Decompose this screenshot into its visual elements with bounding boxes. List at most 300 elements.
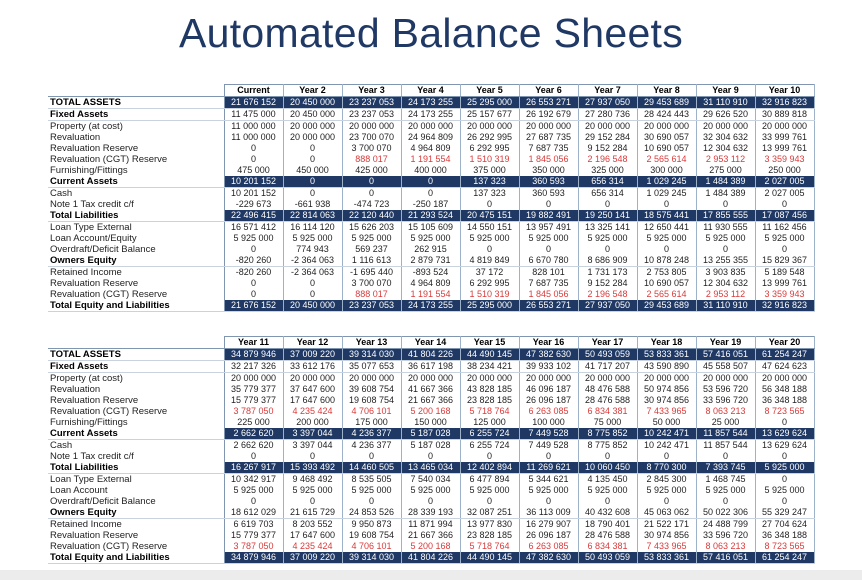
column-header: Year 4 [401,85,460,97]
value-cell: 5 718 764 [460,406,519,417]
value-cell: 0 [224,289,283,300]
value-cell: 656 314 [578,176,637,188]
value-cell: 21 676 152 [224,300,283,312]
value-cell: 7 687 735 [519,278,578,289]
value-cell: 3 700 070 [342,278,401,289]
value-cell: 20 000 000 [519,373,578,385]
value-cell: 20 000 000 [283,121,342,133]
value-cell: 8 535 505 [342,474,401,486]
row-label: Note 1 Tax credit c/f [48,451,224,462]
value-cell: 26 192 679 [519,109,578,121]
value-cell: 828 101 [519,267,578,279]
value-cell: 7 433 965 [637,406,696,417]
value-cell: 0 [224,244,283,255]
value-cell: 15 393 492 [283,462,342,474]
value-cell: 20 475 151 [460,210,519,222]
value-cell: 34 879 946 [224,552,283,564]
value-cell: 20 000 000 [283,132,342,143]
value-cell: 5 925 000 [578,485,637,496]
value-cell: 0 [519,496,578,507]
value-cell: 1 510 319 [460,289,519,300]
value-cell: 1 845 056 [519,289,578,300]
value-cell: 29 626 520 [696,109,755,121]
value-cell: 20 000 000 [342,373,401,385]
value-cell: -661 938 [283,199,342,210]
value-cell: 10 201 152 [224,188,283,200]
value-cell: 36 617 198 [401,361,460,373]
value-cell: 14 460 505 [342,462,401,474]
value-cell: 19 608 754 [342,530,401,541]
value-cell: 2 953 112 [696,289,755,300]
value-cell: 50 493 059 [578,552,637,564]
value-cell: 175 000 [342,417,401,428]
value-cell: 17 855 555 [696,210,755,222]
table-row [48,244,814,255]
value-cell: 24 173 255 [401,109,460,121]
value-cell: 12 304 632 [696,143,755,154]
value-cell: 2 662 620 [224,440,283,452]
column-header: Year 16 [519,337,578,349]
value-cell: 11 857 544 [696,428,755,440]
value-cell: 5 200 168 [401,406,460,417]
column-header: Year 3 [342,85,401,97]
value-cell: 20 450 000 [283,97,342,109]
row-label: Property (at cost) [48,373,224,385]
value-cell: 4 964 809 [401,278,460,289]
value-cell: 13 999 761 [755,278,814,289]
row-label: Revaluation (CGT) Reserve [48,289,224,300]
value-cell: 15 105 609 [401,222,460,234]
value-cell: 0 [460,199,519,210]
value-cell: 9 950 873 [342,519,401,531]
value-cell: 0 [401,176,460,188]
value-cell: 400 000 [401,165,460,176]
value-cell: 300 000 [637,165,696,176]
table-row [48,132,814,143]
value-cell: 6 263 085 [519,541,578,552]
value-cell: 0 [342,188,401,200]
value-cell: 0 [637,496,696,507]
value-cell: 7 433 965 [637,541,696,552]
value-cell: 20 000 000 [401,373,460,385]
value-cell: 888 017 [342,289,401,300]
value-cell: 20 000 000 [519,121,578,133]
value-cell: 20 000 000 [637,121,696,133]
table-row [48,485,814,496]
row-label: Retained Income [48,267,224,279]
value-cell: -250 187 [401,199,460,210]
value-cell: 12 650 441 [637,222,696,234]
balance-sheet-table-years-1-10 [48,84,815,312]
column-header: Year 17 [578,337,637,349]
value-cell: 8 203 552 [283,519,342,531]
value-cell: 6 619 703 [224,519,283,531]
row-label: Revaluation Reserve [48,143,224,154]
value-cell: 0 [224,278,283,289]
value-cell: 25 295 000 [460,300,519,312]
value-cell: 28 476 588 [578,395,637,406]
value-cell: 32 217 326 [224,361,283,373]
value-cell: 22 496 415 [224,210,283,222]
value-cell: 137 323 [460,188,519,200]
table-row [48,233,814,244]
value-cell: 20 000 000 [342,121,401,133]
value-cell: 13 325 141 [578,222,637,234]
table-row [48,507,814,519]
value-cell: 262 915 [401,244,460,255]
value-cell: 26 096 187 [519,395,578,406]
column-header: Year 7 [578,85,637,97]
value-cell: 4 236 377 [342,440,401,452]
value-cell: 46 096 187 [519,384,578,395]
value-cell: 28 339 193 [401,507,460,519]
table-row [48,496,814,507]
value-cell: 0 [696,199,755,210]
value-cell: 0 [342,496,401,507]
value-cell: 53 833 361 [637,349,696,361]
value-cell: 360 593 [519,176,578,188]
value-cell: 3 397 044 [283,428,342,440]
value-cell: 3 787 050 [224,406,283,417]
value-cell: 8 775 852 [578,440,637,452]
value-cell: 5 925 000 [283,485,342,496]
column-header: Year 2 [283,85,342,97]
value-cell: 11 930 555 [696,222,755,234]
value-cell: 2 753 805 [637,267,696,279]
value-cell: 35 779 377 [224,384,283,395]
value-cell: 10 690 057 [637,143,696,154]
table-row [48,395,814,406]
column-header: Year 14 [401,337,460,349]
value-cell: 32 916 823 [755,300,814,312]
value-cell: 32 304 632 [696,132,755,143]
value-cell: 30 974 856 [637,395,696,406]
value-cell: 33 596 720 [696,530,755,541]
value-cell: 6 255 724 [460,440,519,452]
value-cell: 15 779 377 [224,530,283,541]
value-cell: 16 571 412 [224,222,283,234]
header-corner [48,337,224,349]
value-cell: 29 152 284 [578,132,637,143]
value-cell: 15 829 367 [755,255,814,267]
value-cell: 43 828 185 [460,384,519,395]
value-cell: 11 000 000 [224,132,283,143]
value-cell: 19 882 491 [519,210,578,222]
value-cell: 22 814 063 [283,210,342,222]
value-cell: -229 673 [224,199,283,210]
value-cell: 5 718 764 [460,541,519,552]
table-row [48,519,814,531]
value-cell: 36 348 188 [755,395,814,406]
value-cell: 5 925 000 [755,233,814,244]
value-cell: 0 [283,289,342,300]
value-cell: 8 770 300 [637,462,696,474]
row-label: Furnishing/Fittings [48,165,224,176]
value-cell: 2 196 548 [578,154,637,165]
value-cell: 0 [519,199,578,210]
value-cell: 5 925 000 [519,485,578,496]
row-label: Fixed Assets [48,109,224,121]
value-cell: 150 000 [401,417,460,428]
value-cell: 25 000 [696,417,755,428]
value-cell: 50 022 306 [696,507,755,519]
value-cell: 137 323 [460,176,519,188]
table-row [48,462,814,474]
table-row [48,541,814,552]
value-cell: 8 063 213 [696,406,755,417]
value-cell: 475 000 [224,165,283,176]
value-cell: 10 060 450 [578,462,637,474]
value-cell: 0 [401,496,460,507]
value-cell: 7 449 528 [519,428,578,440]
value-cell: 16 114 120 [283,222,342,234]
table-row [48,222,814,234]
value-cell: 0 [637,451,696,462]
column-header: Year 9 [696,85,755,97]
value-cell: 5 187 028 [401,440,460,452]
table-row [48,176,814,188]
value-cell: 4 235 424 [283,541,342,552]
table-row [48,165,814,176]
value-cell: 24 853 526 [342,507,401,519]
value-cell: 450 000 [283,165,342,176]
table-row [48,267,814,279]
value-cell: 20 450 000 [283,300,342,312]
value-cell: 57 416 051 [696,552,755,564]
value-cell: 275 000 [696,165,755,176]
value-cell: 11 269 621 [519,462,578,474]
value-cell: 20 000 000 [755,121,814,133]
value-cell: 31 110 910 [696,97,755,109]
column-header: Year 15 [460,337,519,349]
value-cell: 32 087 251 [460,507,519,519]
value-cell: 5 925 000 [637,233,696,244]
table-row [48,373,814,385]
value-cell: 0 [755,417,814,428]
value-cell: 2 953 112 [696,154,755,165]
value-cell: 17 087 456 [755,210,814,222]
value-cell: 29 453 689 [637,97,696,109]
value-cell: 13 629 624 [755,440,814,452]
value-cell: 3 700 070 [342,143,401,154]
row-label: Cash [48,440,224,452]
value-cell: 0 [578,451,637,462]
value-cell: 24 964 809 [401,132,460,143]
value-cell: 40 432 608 [578,507,637,519]
value-cell: 20 000 000 [696,121,755,133]
value-cell: 3 787 050 [224,541,283,552]
value-cell: 0 [283,496,342,507]
value-cell: 20 450 000 [283,109,342,121]
value-cell: 0 [755,244,814,255]
value-cell: 425 000 [342,165,401,176]
value-cell: 2 196 548 [578,289,637,300]
value-cell: 9 152 284 [578,278,637,289]
value-cell: 0 [283,143,342,154]
value-cell: 0 [460,244,519,255]
value-cell: 47 382 630 [519,552,578,564]
value-cell: 23 700 070 [342,132,401,143]
value-cell: -893 524 [401,267,460,279]
row-label: Revaluation Reserve [48,278,224,289]
value-cell: 39 314 030 [342,552,401,564]
value-cell: 6 834 381 [578,406,637,417]
row-label: Total Equity and Liabilities [48,552,224,564]
column-header: Current [224,85,283,97]
row-label: Overdraft/Deficit Balance [48,496,224,507]
value-cell: 1 510 319 [460,154,519,165]
value-cell: 16 279 907 [519,519,578,531]
value-cell: 44 490 145 [460,552,519,564]
value-cell: 250 000 [755,165,814,176]
table-row [48,552,814,564]
value-cell: 4 135 450 [578,474,637,486]
value-cell: 5 925 000 [342,233,401,244]
value-cell: 774 943 [283,244,342,255]
value-cell: 375 000 [460,165,519,176]
value-cell: 0 [224,154,283,165]
row-label: Fixed Assets [48,361,224,373]
value-cell: 5 925 000 [283,233,342,244]
value-cell: 0 [696,496,755,507]
value-cell: 5 925 000 [696,233,755,244]
row-label: Current Assets [48,176,224,188]
value-cell: 20 000 000 [637,373,696,385]
value-cell: 2 565 614 [637,289,696,300]
value-cell: 3 359 943 [755,289,814,300]
value-cell: 4 235 424 [283,406,342,417]
value-cell: 13 629 624 [755,428,814,440]
value-cell: 56 348 188 [755,384,814,395]
value-cell: 20 000 000 [460,373,519,385]
value-cell: 0 [755,199,814,210]
value-cell: 27 687 735 [519,132,578,143]
value-cell: 14 550 151 [460,222,519,234]
value-cell: 6 292 995 [460,143,519,154]
value-cell: 2 662 620 [224,428,283,440]
value-cell: 24 173 255 [401,97,460,109]
value-cell: 45 558 507 [696,361,755,373]
value-cell: 5 925 000 [755,485,814,496]
value-cell: 0 [519,451,578,462]
value-cell: 350 000 [519,165,578,176]
value-cell: 30 974 856 [637,530,696,541]
value-cell: 27 937 050 [578,97,637,109]
row-label: Current Assets [48,428,224,440]
value-cell: 11 857 544 [696,440,755,452]
value-cell: 1 468 745 [696,474,755,486]
value-cell: 21 676 152 [224,97,283,109]
value-cell: 39 933 102 [519,361,578,373]
value-cell: 10 201 152 [224,176,283,188]
value-cell: 656 314 [578,188,637,200]
page-title: Automated Balance Sheets [178,10,684,56]
row-label: TOTAL ASSETS [48,97,224,109]
table-row [48,428,814,440]
value-cell: 4 964 809 [401,143,460,154]
balance-sheet-table-years-11-20 [48,336,815,564]
value-cell: 5 925 000 [519,233,578,244]
column-header: Year 20 [755,337,814,349]
value-cell: 21 615 729 [283,507,342,519]
table-row [48,417,814,428]
row-label: Revaluation (CGT) Reserve [48,154,224,165]
value-cell: 4 706 101 [342,541,401,552]
value-cell: 29 453 689 [637,300,696,312]
value-cell: 26 292 995 [460,132,519,143]
table-row [48,121,814,133]
value-cell: 39 314 030 [342,349,401,361]
value-cell: 21 293 524 [401,210,460,222]
value-cell: 0 [578,496,637,507]
value-cell: 20 000 000 [224,373,283,385]
value-cell: 5 344 621 [519,474,578,486]
table-row [48,440,814,452]
value-cell: 37 009 220 [283,349,342,361]
value-cell: 5 200 168 [401,541,460,552]
value-cell: 0 [401,451,460,462]
value-cell: 5 925 000 [696,485,755,496]
value-cell: 7 449 528 [519,440,578,452]
value-cell: 13 957 491 [519,222,578,234]
value-cell: 0 [696,451,755,462]
value-cell: 21 667 366 [401,530,460,541]
value-cell: 5 925 000 [637,485,696,496]
value-cell: 11 475 000 [224,109,283,121]
table-row [48,300,814,312]
value-cell: 1 484 389 [696,176,755,188]
row-label: Overdraft/Deficit Balance [48,244,224,255]
value-cell: 11 162 456 [755,222,814,234]
value-cell: 888 017 [342,154,401,165]
row-label: Loan Account/Equity [48,233,224,244]
value-cell: 5 925 000 [460,485,519,496]
value-cell: 325 000 [578,165,637,176]
column-header: Year 8 [637,85,696,97]
value-cell: 25 295 000 [460,97,519,109]
value-cell: 30 889 818 [755,109,814,121]
value-cell: 5 925 000 [578,233,637,244]
value-cell: 20 000 000 [755,373,814,385]
value-cell: 18 790 401 [578,519,637,531]
value-cell: 0 [519,244,578,255]
value-cell: 2 027 005 [755,188,814,200]
value-cell: 0 [401,188,460,200]
value-cell: 6 255 724 [460,428,519,440]
value-cell: 360 593 [519,188,578,200]
value-cell: 33 612 176 [283,361,342,373]
table-row [48,406,814,417]
value-cell: 13 255 355 [696,255,755,267]
value-cell: 0 [460,496,519,507]
table-row [48,210,814,222]
value-cell: 31 110 910 [696,300,755,312]
value-cell: 12 402 894 [460,462,519,474]
value-cell: 0 [755,474,814,486]
value-cell: 23 237 053 [342,97,401,109]
row-label: Loan Type External [48,474,224,486]
value-cell: 35 077 653 [342,361,401,373]
value-cell: 4 236 377 [342,428,401,440]
value-cell: 5 925 000 [342,485,401,496]
table-row [48,199,814,210]
row-label: Cash [48,188,224,200]
value-cell: 0 [342,176,401,188]
value-cell: 21 522 171 [637,519,696,531]
row-label: Owners Equity [48,507,224,519]
value-cell: 53 596 720 [696,384,755,395]
value-cell: 1 484 389 [696,188,755,200]
